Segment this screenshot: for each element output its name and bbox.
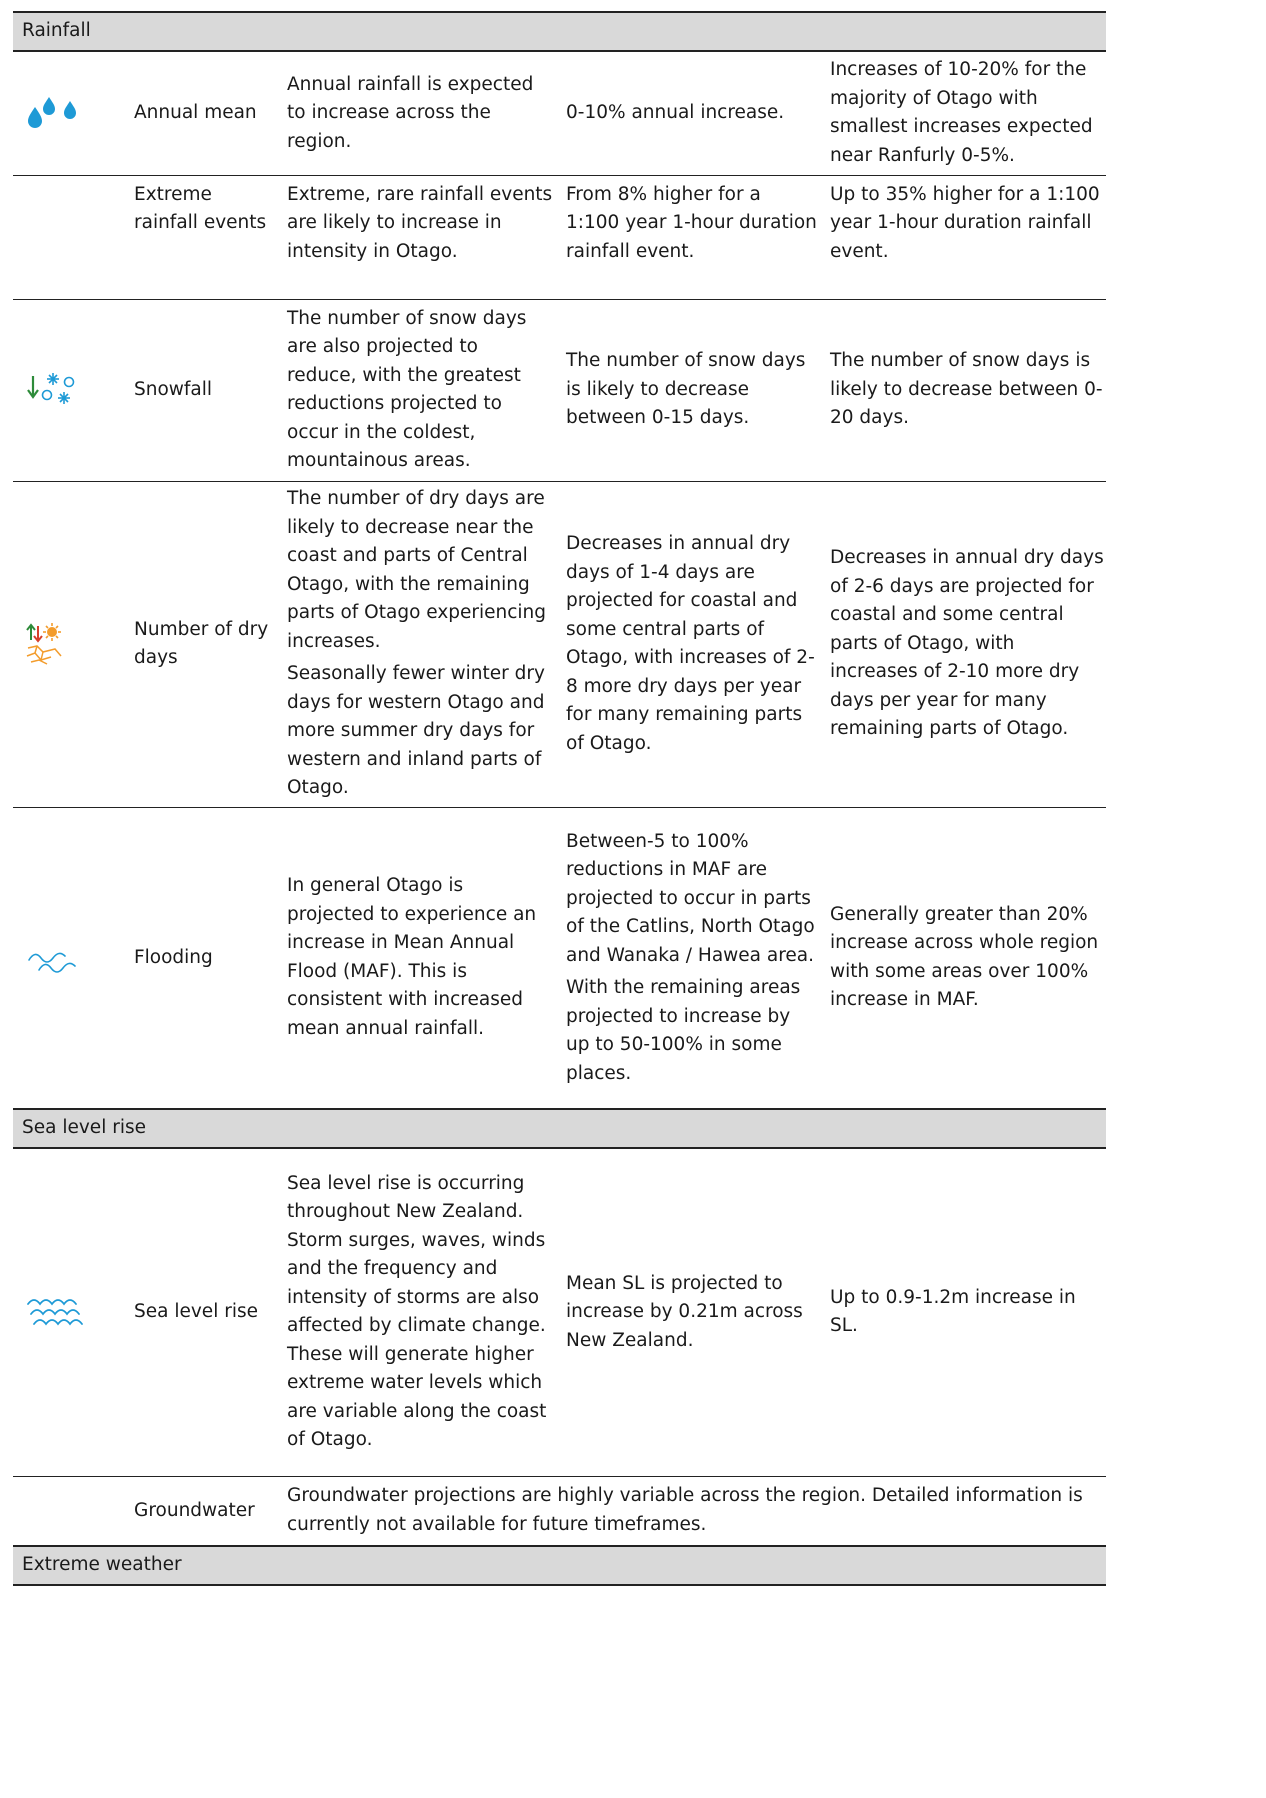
- table-row: [13, 299, 1106, 481]
- description-text: The number of dry days are likely to decrease near the coast and parts of Central Otago, with the remaining parts of Otago experiencing increases.: [287, 488, 547, 652]
- dry-days-icon: [25, 622, 81, 666]
- projection-mid-text: The number of snow days is likely to decrease between 0-15 days.: [566, 350, 806, 429]
- icon-cell: [13, 1476, 124, 1546]
- projection-mid-cell: [553, 1148, 817, 1476]
- description-cell: [276, 481, 553, 807]
- projection-late-text: Generally greater than 20% increase across whole region with some areas over 100% increase in MAF.: [830, 903, 1099, 1011]
- projection-mid-text: Decreases in annual dry days of 1-4 days are projected for coastal and some central parts of Otago, with increases of 2-8 more dry days per year for many remaining parts of Otago.: [566, 533, 815, 754]
- section-title: Rainfall: [13, 12, 1106, 51]
- projection-late-cell: [817, 51, 1106, 175]
- table-row: [13, 51, 1106, 175]
- table-row: [13, 175, 1106, 299]
- row-label: Extreme rainfall events: [124, 175, 276, 299]
- table-row: [13, 481, 1106, 807]
- projection-late-text: Up to 0.9-1.2m increase in SL.: [830, 1286, 1076, 1337]
- row-label: Sea level rise: [124, 1148, 276, 1476]
- row-label: Number of dry days: [124, 481, 276, 807]
- projection-late-cell: [817, 481, 1106, 807]
- projection-mid-cell: [553, 175, 817, 299]
- table-row: [13, 807, 1106, 1109]
- section-header-rainfall: [13, 12, 1106, 51]
- projection-late-text: Decreases in annual dry days of 2-6 days are projected for coastal and some central parts of Otago, with increases of 2-10 more dry days per year for many remaining parts of Otago.: [830, 547, 1104, 740]
- icon-cell: [13, 299, 124, 481]
- description-text: Extreme, rare rainfall events are likely to increase in intensity in Otago.: [287, 183, 553, 262]
- table-row: [13, 1476, 1106, 1546]
- merged-text-cell: Groundwater projections are highly variable across the region. Detailed information is currently not available for future timeframes.: [276, 1476, 1106, 1546]
- projection-late-text: Increases of 10-20% for the majority of Otago with smallest increases expected near Ranfurly 0-5%.: [830, 59, 1093, 166]
- snowfall-icon: [25, 370, 81, 410]
- description-text: Seasonally fewer winter dry days for western Otago and more summer dry days for western and inland parts of Otago.: [287, 663, 545, 799]
- projection-late-cell: [817, 1148, 1106, 1476]
- row-label: Groundwater: [124, 1476, 276, 1546]
- row-label: Annual mean: [124, 51, 276, 175]
- table-row: [13, 1148, 1106, 1476]
- icon-cell: [13, 481, 124, 807]
- projection-late-cell: [817, 299, 1106, 481]
- projection-mid-cell: [553, 481, 817, 807]
- description-cell: [276, 51, 553, 175]
- projection-mid-cell: [553, 299, 817, 481]
- description-text: In general Otago is projected to experience an increase in Mean Annual Flood (MAF). This is consistent with increased mean annual rainfall.: [287, 875, 537, 1039]
- projection-mid-text: 0-10% annual increase.: [566, 102, 785, 123]
- section-header-extreme-weather: [13, 1546, 1106, 1585]
- flooding-icon: [25, 938, 81, 978]
- description-text: The number of snow days are also projected to reduce, with the greatest reductions projected to occur in the coldest, mountainous areas.: [287, 307, 527, 471]
- icon-cell: [13, 1148, 124, 1476]
- section-title: Sea level rise: [13, 1109, 1106, 1148]
- projection-mid-text: From 8% higher for a 1:100 year 1-hour duration rainfall event.: [566, 183, 817, 262]
- icon-cell: [13, 175, 124, 299]
- projection-late-cell: [817, 175, 1106, 299]
- projection-mid-cell: [553, 51, 817, 175]
- projection-mid-text: Mean SL is projected to increase by 0.21m across New Zealand.: [566, 1272, 803, 1351]
- raindrops-icon: [25, 93, 81, 133]
- description-cell: [276, 175, 553, 299]
- projection-late-text: Up to 35% higher for a 1:100 year 1-hour duration rainfall event.: [830, 183, 1100, 262]
- description-cell: [276, 299, 553, 481]
- row-label: Flooding: [124, 807, 276, 1109]
- description-text: Sea level rise is occurring throughout New Zealand. Storm surges, waves, winds and the frequency and intensity of storms are also affected by climate change. These will generate higher extreme water levels which are variable along the coast of Otago.: [287, 1172, 547, 1451]
- projection-mid-text: With the remaining areas projected to increase by up to 50-100% in some places.: [566, 977, 801, 1084]
- description-cell: [276, 807, 553, 1109]
- section-title: Extreme weather: [13, 1546, 1106, 1585]
- icon-cell: [13, 807, 124, 1109]
- sea-waves-icon: [25, 1292, 87, 1332]
- icon-cell: [13, 51, 124, 175]
- projection-late-cell: [817, 807, 1106, 1109]
- description-text: Annual rainfall is expected to increase across the region.: [287, 73, 534, 152]
- description-cell: [276, 1148, 553, 1476]
- projection-late-text: The number of snow days is likely to decrease between 0-20 days.: [830, 350, 1103, 429]
- projection-mid-cell: [553, 807, 817, 1109]
- section-header-sea-level-rise: [13, 1109, 1106, 1148]
- row-label: Snowfall: [124, 299, 276, 481]
- climate-projections-table: [13, 11, 1106, 1586]
- projection-mid-text: Between-5 to 100% reductions in MAF are projected to occur in parts of the Catlins, North Otago and Wanaka / Hawea area.: [566, 830, 815, 966]
